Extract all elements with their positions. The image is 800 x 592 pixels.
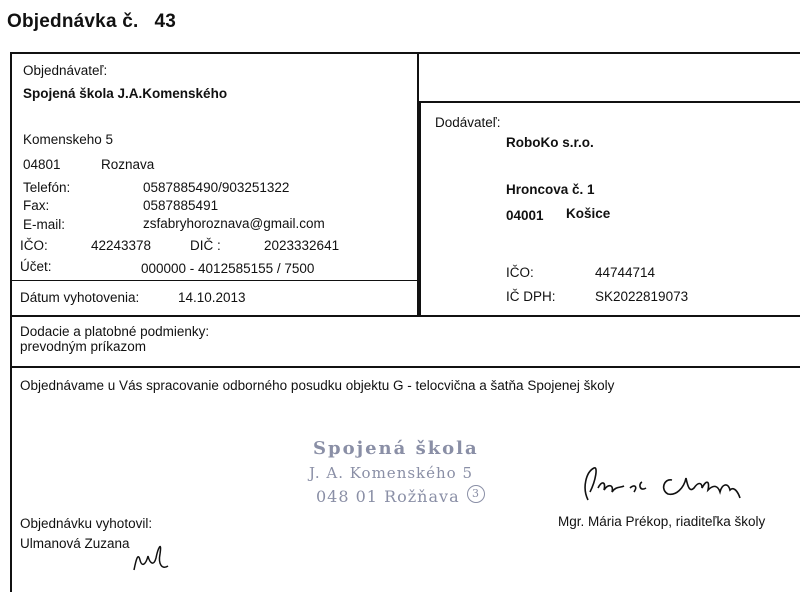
supplier-ico: 44744714 — [595, 265, 656, 280]
page-title — [7, 11, 176, 33]
supplier-label: Dodávateľ: — [435, 115, 501, 130]
supplier-icdph: SK2022819073 — [595, 289, 689, 304]
order-text: Objednávame u Vás spracovanie odborného posudku objektu G - telocvična a šatňa Spojenej školy — [20, 378, 615, 393]
customer-fax: 0587885491 — [143, 198, 219, 213]
customer-city: Roznava — [101, 157, 155, 172]
supplier-city: Košice — [566, 206, 611, 221]
director-signature — [568, 458, 758, 508]
customer-phone: 0587885490/903251322 — [143, 180, 290, 195]
signatory: Mgr. Mária Prékop, riaditeľka školy — [558, 514, 766, 529]
supplier-ico-label: IČO: — [506, 265, 534, 280]
issue-date: 14.10.2013 — [178, 290, 246, 305]
supplier-icdph-label: IČ DPH: — [506, 289, 556, 304]
customer-account: 000000 - 4012585155 / 7500 — [141, 261, 315, 276]
customer-label: Objednávateľ: — [23, 63, 108, 78]
supplier-street: Hroncova č. 1 — [506, 182, 595, 197]
preparer-signature — [128, 530, 172, 576]
customer-dic-label: DIČ : — [190, 238, 221, 253]
stamp-line3: 048 01 Rožňava — [316, 487, 460, 506]
stamp-line2: J. A. Komenského 5 — [309, 464, 474, 482]
stamp-mark: 3 — [467, 485, 485, 503]
order-number: 43 — [154, 11, 176, 32]
customer-email-label: E-mail: — [23, 217, 66, 232]
order-title: Objednávka č. — [7, 11, 139, 32]
customer-dic: 2023332641 — [264, 238, 340, 253]
terms-value: prevodným príkazom — [20, 339, 147, 354]
customer-name: Spojená škola J.A.Komenského — [23, 86, 228, 101]
prepared-label: Objednávku vyhotovil: — [20, 516, 153, 531]
customer-date-divider — [11, 280, 418, 281]
customer-email: zsfabryhoroznava@gmail.com — [143, 216, 325, 231]
section-divider-terms — [11, 315, 800, 317]
customer-ico: 42243378 — [91, 238, 152, 253]
issue-date-label: Dátum vyhotovenia: — [20, 290, 140, 305]
customer-street: Komenskeho 5 — [23, 132, 114, 147]
customer-account-label: Účet: — [20, 259, 52, 274]
customer-zip: 04801 — [23, 157, 61, 172]
customer-fax-label: Fax: — [23, 198, 50, 213]
customer-ico-label: IČO: — [20, 238, 48, 253]
prepared-name: Ulmanová Zuzana — [20, 536, 130, 551]
supplier-zip: 04001 — [506, 208, 544, 223]
supplier-name: RoboKo s.r.o. — [506, 135, 594, 150]
customer-phone-label: Telefón: — [23, 180, 71, 195]
terms-label: Dodacie a platobné podmienky: — [20, 324, 210, 339]
section-divider-text — [11, 366, 800, 368]
stamp-line1: Spojená škola — [313, 438, 479, 459]
